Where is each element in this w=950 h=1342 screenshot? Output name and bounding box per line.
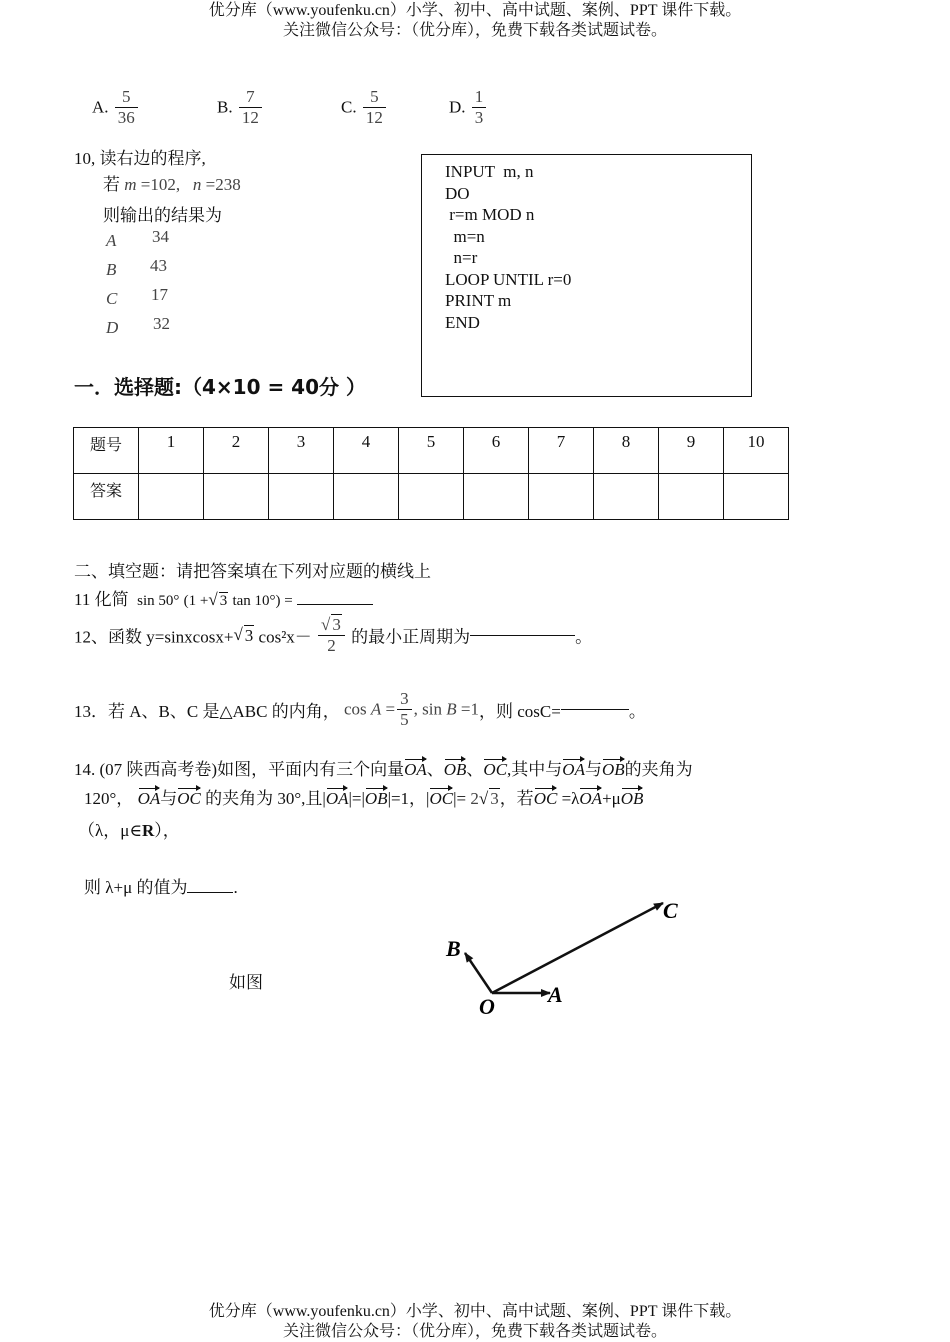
q14-line2: 120°， OA与OC 的夹角为 30°,且|OA|=|OB|=1，|OC|= 2√ 3，若OC =λOA+μOB — [84, 784, 643, 809]
q10-option-a-value: 34 — [152, 227, 169, 246]
fraction — [239, 87, 262, 128]
question-number: 5 — [399, 428, 464, 474]
q13-fraction — [397, 689, 412, 730]
q10-ask: 则输出的结果为 — [103, 206, 222, 225]
answer-cell[interactable] — [204, 474, 269, 520]
numerator: 7 — [239, 87, 262, 108]
answer-cell[interactable] — [399, 474, 464, 520]
label-a: A — [548, 982, 563, 1007]
q14-angle: 120°， — [84, 789, 134, 808]
separator: 、 — [466, 760, 484, 779]
q14-text: ）， — [154, 821, 180, 840]
label-o: O — [479, 994, 495, 1019]
vector-ob-line — [465, 953, 492, 993]
q14-text: |=| — [348, 789, 365, 808]
q14-prefix: 14. (07 陕西高考卷)如图，平面内有三个向量 — [74, 760, 405, 779]
program-line: LOOP UNTIL r=0 — [445, 270, 572, 289]
q10-title: 10, 读右边的程序, — [74, 149, 206, 168]
q14-ask-end: . — [233, 878, 238, 897]
numerator: 5 — [363, 87, 386, 108]
numerator: 5 — [115, 87, 138, 108]
option-label: C. — [341, 97, 357, 117]
vector-oc: OC — [534, 785, 558, 809]
program-line: DO — [445, 184, 470, 203]
q14-text: （λ，μ∈ — [78, 821, 142, 840]
fraction — [363, 87, 386, 128]
q13-var-b: B — [446, 699, 457, 719]
q10-option-b-value: 43 — [150, 256, 167, 275]
q9-option-a — [92, 87, 140, 128]
option-label: B. — [217, 97, 233, 117]
answer-blank[interactable] — [561, 709, 629, 710]
vector-oc: OC — [429, 785, 453, 809]
section-2-title: 二、填空题：请把答案填在下列对应题的横线上 — [74, 562, 431, 581]
q14-line1 — [74, 755, 693, 780]
vector-ob: OB — [621, 785, 644, 809]
q13-prefix: 13．若 A、B、C 是△ABC 的内角， — [74, 702, 340, 721]
q10-option-c-label: C — [106, 289, 118, 308]
separator: 、 — [426, 760, 444, 779]
answer-cell[interactable] — [139, 474, 204, 520]
cond-prefix: 若 — [103, 175, 120, 194]
denominator: 3 — [474, 108, 484, 127]
vector-ob: OB — [365, 785, 388, 809]
answer-cell[interactable] — [269, 474, 334, 520]
var-m: m — [124, 175, 137, 194]
q9-option-c — [341, 87, 388, 128]
program-line: INPUT m, n — [445, 162, 534, 181]
answer-blank[interactable] — [470, 635, 575, 636]
q14-ask-text: 则 λ+μ 的值为 — [84, 878, 188, 897]
q13-cos: cos — [343, 699, 367, 719]
q13-eq2: =1 — [460, 699, 479, 719]
q10-option-d-label: D — [106, 318, 119, 337]
real-set-symbol: R — [141, 821, 155, 840]
answer-cell[interactable] — [529, 474, 594, 520]
q14-text: |=1，| — [387, 789, 430, 808]
question-number: 4 — [334, 428, 399, 474]
q12: 12、函数 y=sinxcosx+√ 3 cos²x－ $\frac{√ 3}{2}$ 的最小正周期为 。 — [74, 615, 593, 655]
q11-root: 3 — [219, 593, 228, 609]
answer-blank[interactable] — [297, 604, 373, 605]
numerator: 3 — [397, 689, 412, 710]
row-label: 题号 — [74, 428, 139, 474]
q14-ask — [84, 873, 238, 898]
vector-oc: OC — [177, 785, 201, 809]
page-footer-line2: 关注微信公众号：（优分库），免费下载各类试题试卷。 — [282, 1323, 667, 1340]
q12-prefix: 12、函数 y=sinxcosx+ — [74, 627, 234, 647]
q11-prefix: 11 化简 — [74, 590, 129, 609]
q12-mid: cos²x－ — [258, 627, 312, 647]
vector-oa: OA — [404, 756, 427, 780]
answer-table — [73, 427, 789, 520]
q14-text: 的夹角为 30°,且| — [205, 789, 326, 808]
q12-fraction: $\frac{√ 3}{2}$ — [318, 614, 345, 656]
vector-oa: OA — [562, 756, 585, 780]
q11-paren: (1 + — [183, 593, 209, 609]
q14-text: ，若 — [499, 789, 534, 808]
table-row — [74, 428, 789, 474]
program-line: n=r — [445, 248, 478, 267]
m-value: =102, — [140, 175, 181, 194]
denominator: 12 — [365, 108, 383, 127]
label-c: C — [663, 898, 678, 923]
page-header-line2: 关注微信公众号：（优分库），免费下载各类试题试卷。 — [282, 22, 667, 39]
q12-root: 3 — [244, 625, 254, 645]
q14-text1: ,其中与 — [507, 760, 563, 779]
q13-var-a: A — [370, 699, 382, 719]
answer-cell[interactable] — [334, 474, 399, 520]
denominator: 5 — [400, 710, 409, 729]
question-number: 8 — [594, 428, 659, 474]
q10-option-d-value: 32 — [153, 314, 170, 333]
answer-cell[interactable] — [659, 474, 724, 520]
q14-root: 3 — [490, 789, 499, 808]
question-number: 7 — [529, 428, 594, 474]
vector-oa: OA — [138, 785, 161, 809]
q13-sin: , sin — [413, 699, 442, 719]
q14-text: |= — [453, 789, 467, 808]
vector-oa: OA — [326, 785, 349, 809]
q10-option-c-value: 17 — [151, 285, 168, 304]
figure-caption: 如图 — [229, 973, 263, 992]
q11-sin: sin 50° — [137, 593, 180, 609]
q14-line3 — [78, 816, 180, 841]
q9-option-d — [449, 87, 488, 128]
denominator: 2 — [327, 636, 336, 655]
program-line: m=n — [445, 227, 485, 246]
answer-cell[interactable] — [724, 474, 789, 520]
question-number: 1 — [139, 428, 204, 474]
label-b: B — [446, 936, 461, 961]
program-line: PRINT m — [445, 291, 512, 310]
numerator: 1 — [472, 87, 487, 108]
page-header-line1: 优分库（www.youfenku.cn）小学、初中、高中试题、案例、PPT 课件下载。 — [208, 2, 742, 19]
q10-option-a-label: A — [106, 231, 117, 250]
question-number: 9 — [659, 428, 724, 474]
q14-text3: 的夹角为 — [624, 760, 693, 779]
fraction — [472, 87, 487, 128]
q11: 11 化简 sin 50° (1 +√ 3 tan 10°) = — [74, 585, 373, 610]
page-footer-line1: 优分库（www.youfenku.cn）小学、初中、高中试题、案例、PPT 课件下载。 — [208, 1303, 742, 1320]
program-line: r=m MOD n — [445, 205, 535, 224]
q14-text2: 与 — [584, 760, 602, 779]
question-number: 10 — [724, 428, 789, 474]
answer-cell[interactable] — [594, 474, 659, 520]
q10-condition — [103, 170, 241, 195]
q10-option-b-label: B — [106, 260, 117, 279]
q12-end: 。 — [575, 627, 593, 647]
q11-equals: ) = — [275, 593, 293, 609]
question-number: 6 — [464, 428, 529, 474]
vector-oc: OC — [483, 756, 507, 780]
question-number: 2 — [204, 428, 269, 474]
vector-figure — [440, 890, 690, 1020]
answer-cell[interactable] — [464, 474, 529, 520]
table-row — [74, 474, 789, 520]
q14-text: =λ — [561, 789, 580, 808]
vector-oc-line — [492, 903, 663, 993]
vector-ob: OB — [444, 756, 467, 780]
option-label: D. — [449, 97, 466, 117]
question-number: 3 — [269, 428, 334, 474]
q11-tan: tan 10° — [232, 593, 276, 609]
q13-eq: = — [385, 699, 396, 719]
answer-blank[interactable] — [187, 892, 233, 893]
vector-oa: OA — [579, 785, 602, 809]
q9-option-b — [217, 87, 264, 128]
q13-end: 。 — [628, 702, 646, 721]
numerator-root: 3 — [332, 615, 341, 634]
n-value: =238 — [205, 175, 241, 194]
q13 — [74, 689, 646, 730]
program-box — [421, 154, 752, 397]
q12-suffix: 的最小正周期为 — [351, 627, 471, 647]
option-label: A. — [92, 97, 109, 117]
denominator: 36 — [117, 108, 135, 127]
fraction — [115, 87, 138, 128]
q14-and: 与 — [160, 789, 178, 808]
q13-suffix: ，则 cosC= — [478, 702, 561, 721]
var-n: n — [192, 175, 202, 194]
section-1-title: 一．选择题:（4×10 = 40分 ） — [74, 375, 366, 399]
row-label: 答案 — [74, 474, 139, 520]
q14-text: +μ — [602, 789, 621, 808]
q14-coef: 2 — [470, 789, 479, 808]
program-line: END — [445, 313, 480, 332]
denominator: 12 — [241, 108, 259, 127]
vector-ob: OB — [602, 756, 625, 780]
